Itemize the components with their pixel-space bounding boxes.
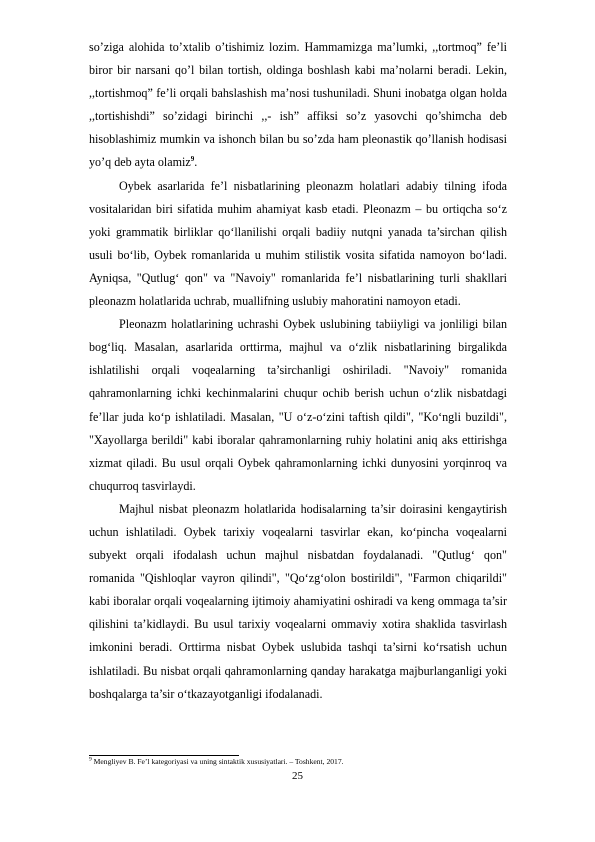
paragraph-text: so’ziga alohida to’xtalib o’tishimiz lozim. Hammamizga ma’lumki, ,,tortmoq” fe’li biror bir narsani qo’l bilan tortish, oldinga boshlash kabi ma’nolarni beradi. Lekin, ,,tortishmoq” fe’li orqali bahslashish ma’nosi tushuniladi. Shuni inobatga olgan holda ,,tortishishdi” so’zidagi birinchi ,,- ish” affiksi so’z yasovchi qo’shimcha deb hisoblashimiz mumkin va ishonch bilan bu so’zda ham pleonastik qo’llanish hodisasi yo’q deb ayta olamiz (89, 40, 507, 170)
paragraph-2: Oybek asarlarida fe’l nisbatlarining pleonazm holatlari adabiy tilning ifoda vositalaridan biri sifatida muhim ahamiyat kasb etadi. Pleonazm – bu ortiqcha so‘z yoki grammatik birliklar qo‘llanilishi orqali badiiy nutqni yanada ta’sirchan qilish usuli bo‘lib, Oybek romanlarida u muhim stilistik vosita sifatida namoyon bo‘ladi. Ayniqsa, "Qutlug‘ qon" va "Navoiy" romanlarida fe’l nisbatlarining turli shakllari pleonazm holatlarida uchrab, muallifning uslubiy mahoratini namoyon etadi. (89, 178, 507, 309)
page-number: 25 (292, 770, 303, 782)
paragraph-tail: . (194, 155, 198, 170)
footnote-text: Mengliyev B. Fe’l kategoriyasi va uning sintaktik xususiyatlari. – Toshkent, 2017. (91, 757, 344, 766)
paragraph-4: Majhul nisbat pleonazm holatlarida hodisalarning ta’sir doirasini kengaytirish uchun ishlatiladi. Oybek tarixiy voqealarni tasvirlar ekan, ko‘pincha voqealarni subyekt orqali ifodalash uchun majhul nisbatdan foydalanadi. "Qutlug‘ qon" romanida "Qishloqlar vayron qilindi", "Qo‘zg‘olon bostirildi", "Farmon chiqarildi" kabi iboralar orqali voqealarning ijtimoiy ahamiyatini oshiradi va keng ommaga ta’sir qilishini ta’kidlaydi. Bu usul tarixiy voqealarni ommaviy xotira shaklida tasvirlash imkonini beradi. Orttirma nisbat Oybek uslubida tashqi ta’sirni ko‘rsatish uchun ishlatiladi. Bu nisbat orqali qahramonlarning qanday harakatga majburlanganligi yoki boshqalarga ta’sir o‘tkazayotganligi ifodalanadi. (89, 501, 507, 701)
paragraph-1 (89, 36, 507, 175)
footnote-divider (89, 755, 239, 756)
paragraph-3: Pleonazm holatlarining uchrashi Oybek uslubining tabiiyligi va jonliligi bilan bog‘liq. Masalan, asarlarida orttirma, majhul va o‘zlik nisbatlarining birgalikda ishlatilishi orqali voqealarning ta’sirchanligi oshiriladi. "Navoiy" romanida qahramonlarning ichki kechinmalarini chuqur ochib berish uchun o‘zlik nisbatdagi fe’llar juda ko‘p ishlatiladi. Masalan, "U o‘z-o‘zini taftish qildi", "Ko‘ngli buzildi", "Xayollarga berildi" kabi iboralar qahramonlarning ruhiy holatini aniq aks ettirishga xizmat qiladi. Bu usul orqali Oybek qahramonlarning ichki dunyosini yorqinroq va chuqurroq tasvirlaydi. (89, 317, 507, 493)
page-body (89, 36, 507, 706)
footnote-number: 9 (89, 756, 92, 763)
footnote (89, 757, 507, 767)
footnote-reference[interactable]: 9 (190, 155, 195, 164)
